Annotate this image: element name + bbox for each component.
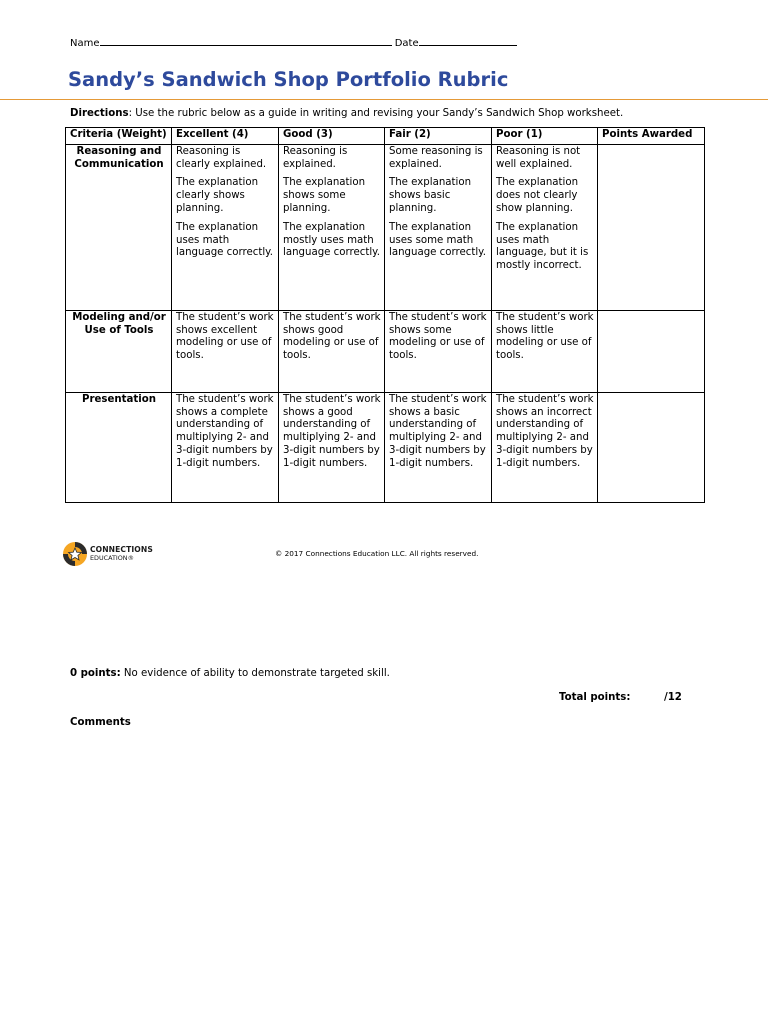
rubric-header-row	[66, 128, 705, 145]
descriptor: The student’s work shows good modeling or use of tools.	[283, 311, 381, 362]
rubric-table	[65, 127, 705, 503]
table-row	[66, 392, 705, 502]
comments-label: Comments	[70, 717, 131, 728]
good-cell	[279, 144, 385, 310]
excellent-cell	[172, 310, 279, 392]
descriptor: Reasoning is explained.	[283, 145, 348, 170]
excellent-cell	[172, 392, 279, 502]
points-awarded-cell[interactable]	[598, 144, 705, 310]
descriptor: The student’s work shows a basic understanding of multiplying 2- and 3-digit numbers by 1-digit numbers.	[389, 393, 487, 469]
logo-line1: CONNECTIONS	[90, 545, 153, 554]
logo-line2: EDUCATION®	[90, 554, 134, 562]
descriptor: The student’s work shows little modeling or use of tools.	[496, 311, 594, 362]
header-fair: Fair (2)	[385, 128, 492, 145]
descriptor: The student’s work shows an incorrect understanding of multiplying 2- and 3-digit numbers by 1-digit numbers.	[496, 393, 594, 469]
descriptor: Reasoning is not well explained.	[496, 145, 581, 170]
descriptor: The explanation shows basic planning.	[389, 177, 472, 214]
date-label: Date	[394, 38, 419, 49]
header-points-awarded: Points Awarded	[598, 128, 705, 145]
table-row	[66, 310, 705, 392]
directions	[70, 108, 623, 119]
descriptor: The explanation uses math language correctly.	[176, 221, 273, 259]
table-row	[66, 144, 705, 310]
connections-education-logo	[62, 540, 172, 570]
connections-star-logo-icon	[62, 540, 88, 568]
descriptor: The student’s work shows a good understanding of multiplying 2- and 3-digit numbers by 1-digit numbers.	[283, 393, 381, 469]
fair-cell	[385, 144, 492, 310]
page-title: Sandy’s Sandwich Shop Portfolio Rubric	[68, 68, 509, 91]
descriptor: The student’s work shows some modeling or use of tools.	[389, 311, 487, 362]
zero-points-note	[70, 668, 390, 679]
name-date-line	[70, 35, 517, 49]
descriptor: The explanation shows some planning.	[283, 177, 366, 214]
good-cell	[279, 310, 385, 392]
fair-cell	[385, 310, 492, 392]
copyright: © 2017 Connections Education LLC. All rights reserved.	[275, 549, 479, 558]
descriptor: The explanation does not clearly show planning.	[496, 177, 579, 214]
descriptor: The explanation uses some math language correctly.	[389, 221, 486, 259]
title-divider	[0, 99, 768, 100]
zero-points-text: No evidence of ability to demonstrate targeted skill.	[120, 668, 390, 679]
descriptor: The student’s work shows a complete understanding of multiplying 2- and 3-digit numbers by 1-digit numbers.	[176, 393, 274, 469]
header-good: Good (3)	[279, 128, 385, 145]
total-points-value[interactable]: /12	[664, 692, 682, 703]
points-awarded-cell[interactable]	[598, 310, 705, 392]
zero-points-label: 0 points:	[70, 668, 121, 679]
date-blank[interactable]	[419, 35, 517, 46]
header-excellent: Excellent (4)	[172, 128, 279, 145]
header-poor: Poor (1)	[492, 128, 598, 145]
directions-label: Directions	[70, 108, 129, 119]
descriptor: The student’s work shows excellent modeling or use of tools.	[176, 311, 274, 362]
descriptor: The explanation mostly uses math language correctly.	[283, 221, 380, 259]
name-label: Name	[70, 38, 100, 49]
directions-text: : Use the rubric below as a guide in writing and revising your Sandy’s Sandwich Shop worksheet.	[128, 108, 624, 119]
header-criteria: Criteria (Weight)	[66, 128, 172, 145]
poor-cell	[492, 310, 598, 392]
total-points-label: Total points:	[559, 692, 631, 703]
criteria-cell: Presentation	[66, 392, 172, 502]
points-awarded-cell[interactable]	[598, 392, 705, 502]
descriptor: Some reasoning is explained.	[389, 145, 483, 170]
descriptor: The explanation uses math language, but it is mostly incorrect.	[496, 221, 589, 272]
poor-cell	[492, 144, 598, 310]
poor-cell	[492, 392, 598, 502]
excellent-cell	[172, 144, 279, 310]
descriptor: The explanation clearly shows planning.	[176, 177, 259, 214]
criteria-cell: Reasoning and Communication	[66, 144, 172, 310]
good-cell	[279, 392, 385, 502]
name-blank[interactable]	[100, 35, 392, 46]
descriptor: Reasoning is clearly explained.	[176, 145, 267, 170]
criteria-cell: Modeling and/or Use of Tools	[66, 310, 172, 392]
fair-cell	[385, 392, 492, 502]
